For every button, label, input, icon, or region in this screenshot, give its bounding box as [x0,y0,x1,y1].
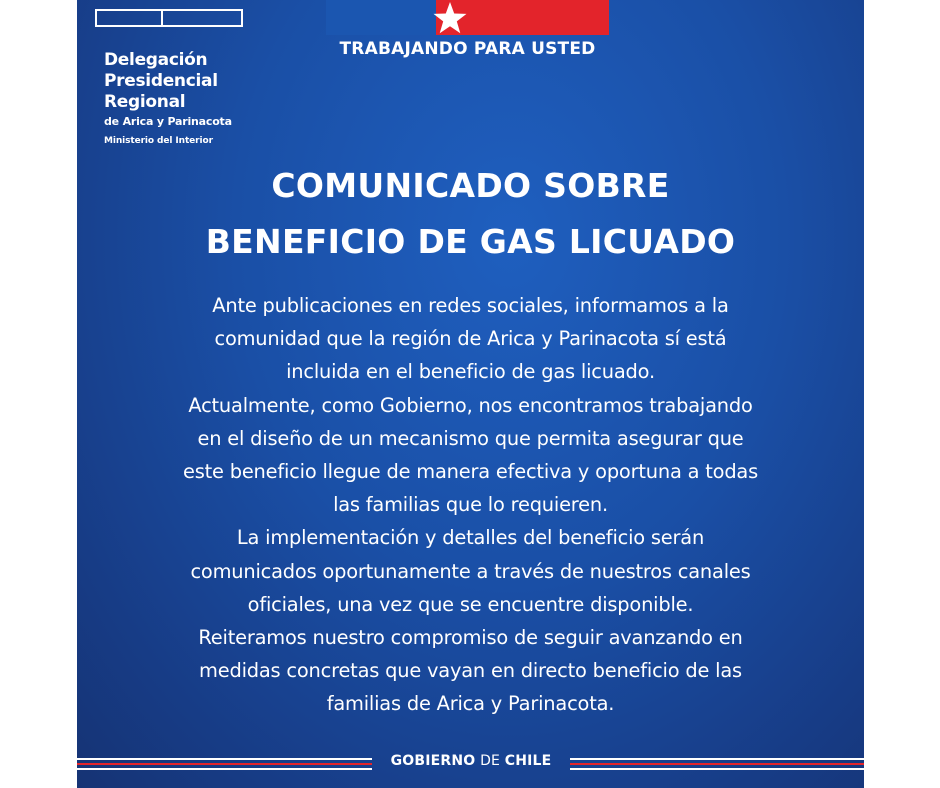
footer-word-gobierno: GOBIERNO [390,753,476,769]
body-line: las familias que lo requieren. [333,493,608,517]
gobierno-de-chile-logo [380,753,562,769]
ministry-label: Ministerio del Interior [104,136,213,146]
flag-logo-segment-left [97,11,163,25]
org-name-line2: Presidencial [104,71,218,91]
title-line-2: BENEFICIO DE GAS LICUADO [205,222,736,261]
body-line: Ante publicaciones en redes sociales, informamos a la [212,294,729,317]
body-line: familias de Arica y Parinacota. [326,692,615,716]
body-line: en el diseño de un mecanismo que permita asegurar que [197,426,744,450]
footer-word-chile: CHILE [504,753,552,769]
announcement-body [117,289,824,721]
page-title [77,158,864,270]
title-line-1: COMUNICADO SOBRE [271,166,670,205]
body-line: medidas concretas que vayan en directo beneficio de las [199,659,742,683]
flag-banner-blue [326,0,436,35]
government-flag-logo [95,9,243,27]
footer-stripe-right-white-2 [570,768,864,770]
org-name-line3: Regional [104,92,186,112]
org-name-line1: Delegación [104,50,208,70]
footer-stripe-left-white-2 [77,768,372,770]
footer-stripe-right-red [570,763,864,765]
government-footer [77,748,864,778]
body-line: Actualmente, como Gobierno, nos encontramos trabajando [188,393,753,417]
organization-logo-text [104,50,232,148]
body-line: comunidad que la región de Arica y Parinacota sí está [214,327,727,351]
body-line: este beneficio llegue de manera efectiva y oportuna a todas [182,460,759,484]
footer-stripe-right-white [570,758,864,760]
org-region: de Arica y Parinacota [104,115,232,128]
body-line: Reiteramos nuestro compromiso de seguir avanzando en [198,626,743,650]
footer-word-de: DE [480,753,501,769]
body-line: incluida en el beneficio de gas licuado. [286,360,655,384]
body-line: La implementación y detalles del beneficio serán [236,526,705,550]
tagline: TRABAJANDO PARA USTED [339,39,596,59]
announcement-panel [77,0,864,788]
star-icon [432,0,468,36]
footer-stripe-left-red [77,763,372,765]
flag-logo-segment-right [163,11,241,25]
body-line: oficiales, una vez que se encuentre disponible. [247,592,694,616]
footer-stripe-left-white [77,758,372,760]
body-line: comunicados oportunamente a través de nuestros canales [190,559,751,583]
